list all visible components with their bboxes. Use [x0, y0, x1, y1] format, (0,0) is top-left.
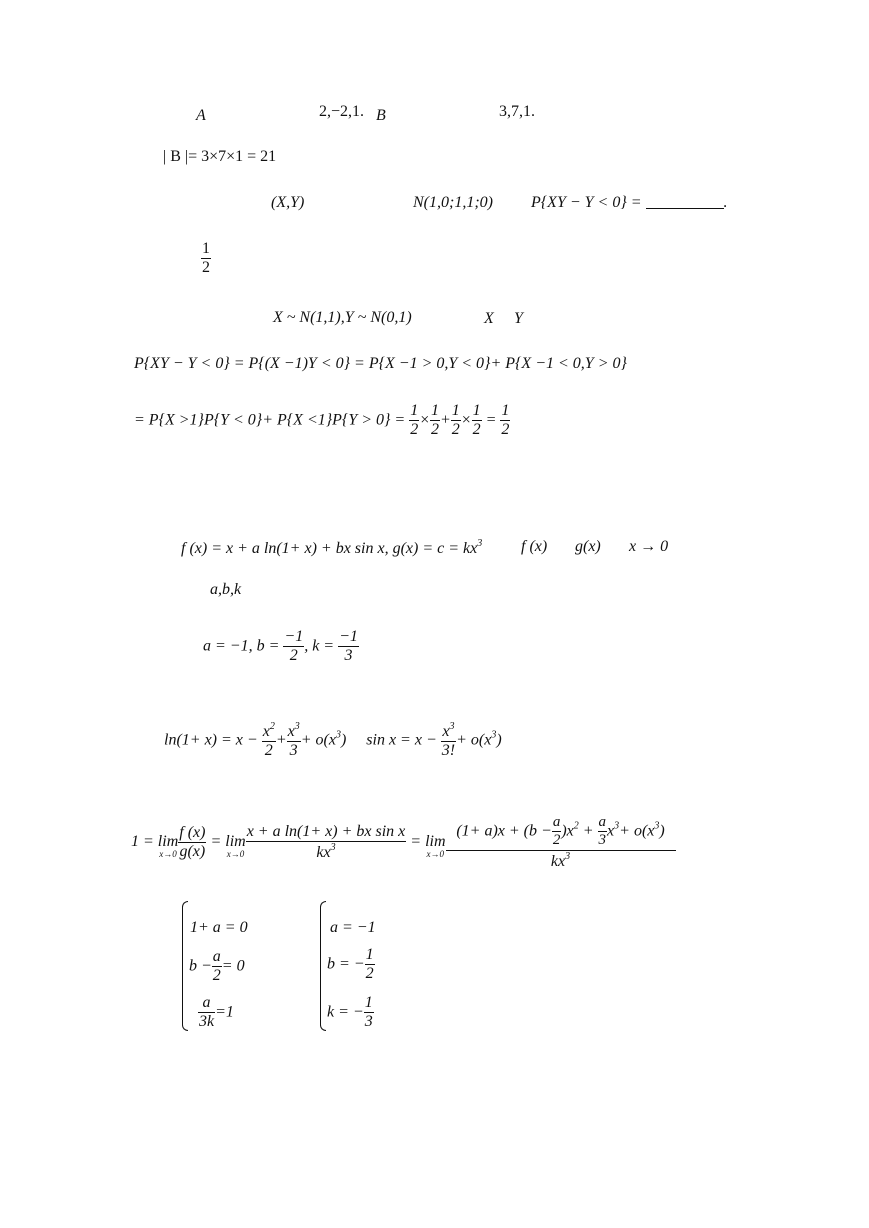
- eigen-b: 3,7,1.: [499, 103, 535, 120]
- limit-equation: 1 = lim x→0 $\frac{f (x)}{g(x)}$ = lim x→0 $\frac{\text{x + a ln(1+ x) + bx sin x}}{kx^3}$ = lim x→0 (1+ a)x + (b − $\frac{a}{2}$ )$x^2$ + $\frac{a}{3}$ $x^3+ o(x^3)$ $kx^3$: [131, 814, 676, 871]
- limit-point: x → 0: [629, 538, 669, 555]
- system2-row1: a = −1: [330, 919, 376, 936]
- function-def: f (x) = x + a ln(1+ x) + bx sin x, $g(x) = c = kx^3$: [181, 538, 483, 557]
- prob-expansion: P{XY − Y < 0} = P{(X −1)Y < 0} = P{X −1 > 0,Y < 0}+ P{X −1 < 0,Y > 0}: [134, 355, 627, 372]
- var-x: X: [484, 310, 494, 327]
- gx-label: g(x): [575, 538, 601, 555]
- var-b: B: [376, 107, 386, 124]
- system1-row1: 1+ a = 0: [190, 919, 248, 936]
- distributions: X ~ N(1,1),Y ~ N(0,1): [273, 309, 412, 326]
- random-vector: (X,Y): [271, 194, 305, 211]
- left-brace: [320, 901, 326, 1031]
- det-b: | B |= 3×7×1 = 21: [163, 148, 277, 165]
- var-y: Y: [514, 310, 523, 327]
- answer-blank: [646, 208, 724, 209]
- answer-fraction: $\frac{1}{2}$: [202, 240, 210, 277]
- prob-question: P{XY − Y < 0} = .: [531, 194, 728, 211]
- normal-params: N(1,0;1,1;0): [413, 194, 493, 211]
- system2-row3: k = − $\frac{1}{3}$: [327, 994, 373, 1031]
- prob-result: = P{X >1}P{Y < 0}+ P{X <1}P{Y > 0} = $\frac{1}{2}$ × $\frac{1}{2}$ + $\frac{1}{2}$ × $\frac{1}{2}$ = $\frac{1}{2}$: [134, 402, 510, 439]
- answer-values: a = −1, b = $\frac{-1}{2}$ , k = $\frac{-1}{3}$: [203, 628, 358, 665]
- left-brace: [182, 901, 188, 1031]
- taylor-expansions: ln(1+ x) = x − $\frac{x^2}{2}$ + $\frac{x^3}{3}$ + $o(x^3)$ sin x = x − $\frac{x^3}{3!}$ + $o(x^3)$: [164, 721, 502, 760]
- system1-row2: b − $\frac{a}{2}$ = 0: [189, 948, 245, 985]
- var-a: A: [196, 107, 206, 124]
- eigen-a: 2,−2,1.: [319, 103, 365, 120]
- system2-row2: b = − $\frac{1}{2}$: [327, 946, 374, 983]
- unknowns: a,b,k: [210, 581, 242, 598]
- fx-label: f (x): [521, 538, 548, 555]
- system1-row3: $\frac{a}{3k}$ =1: [199, 994, 234, 1031]
